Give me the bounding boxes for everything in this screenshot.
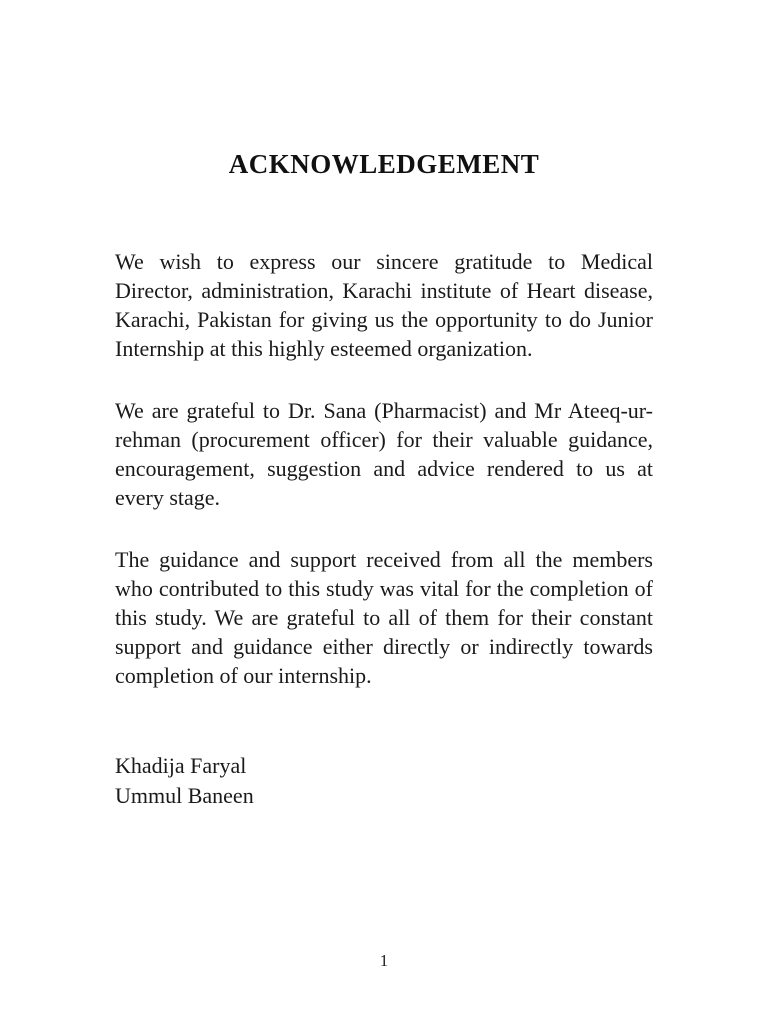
paragraph-grateful-staff: We are grateful to Dr. Sana (Pharmacist) and Mr Ateeq-ur-rehman (procurement officer) for their valuable guidance, encouragement, suggestion and advice rendered to us at every stage. bbox=[115, 398, 653, 510]
paragraph-gratitude-medical-director: We wish to express our sincere gratitude to Medical Director, administration, Karachi institute of Heart disease, Karachi, Pakistan for giving us the opportunity to do Junior Internship at this highly esteemed organization. bbox=[115, 249, 653, 361]
page-title: ACKNOWLEDGEMENT bbox=[228, 149, 540, 179]
signature-block bbox=[115, 751, 653, 811]
document-content bbox=[115, 0, 653, 811]
signature-name-2: Ummul Baneen bbox=[115, 783, 254, 808]
signature-name-1: Khadija Faryal bbox=[115, 753, 247, 778]
paragraph-guidance-support: The guidance and support received from all the members who contributed to this study was vital for the completion of this study. We are grateful to all of them for their constant support and guidance either directly or indirectly towards completion of our internship. bbox=[115, 547, 653, 688]
page-number: 1 bbox=[379, 951, 389, 970]
